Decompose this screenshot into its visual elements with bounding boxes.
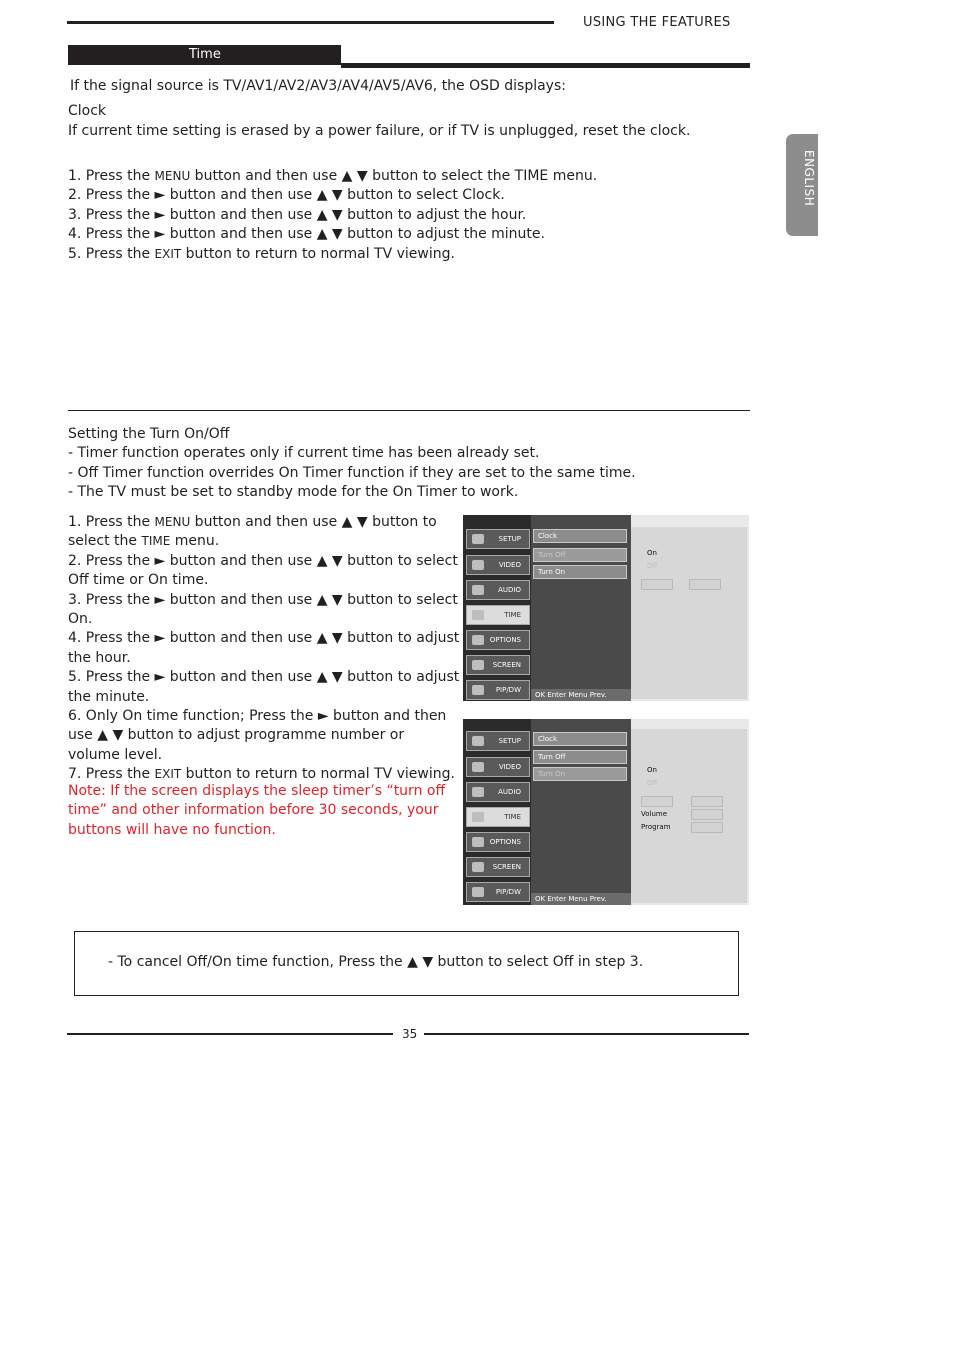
step-text: button to return to normal TV viewing.: [181, 245, 455, 262]
osd-program-label: Program: [641, 823, 671, 831]
osd-side-label: AUDIO: [498, 788, 521, 796]
osd-option-off: Off: [647, 779, 658, 787]
timer-step-line: [68, 629, 459, 648]
osd-menu-clock: Clock: [533, 529, 627, 543]
step-text: 2. Press the ► button and then use ▲ ▼ button to select: [68, 552, 458, 569]
osd-side-screen: [466, 857, 530, 877]
tip-text: - To cancel Off/On time function, Press the ▲ ▼ button to select Off in step 3.: [108, 954, 644, 970]
audio-icon: [472, 787, 484, 797]
osd-screenshot-turn-off: [463, 515, 749, 701]
intro-text: If the signal source is TV/AV1/AV2/AV3/AV4/AV5/AV6, the OSD displays:: [70, 78, 566, 94]
clock-icon: [472, 812, 484, 822]
osd-side-audio: [466, 782, 530, 802]
timer-step-line: [68, 610, 459, 629]
timer-warning-note: [68, 782, 445, 840]
osd-side-label: SCREEN: [492, 661, 521, 669]
timer-note-0: - Timer function operates only if current time has been already set.: [68, 445, 540, 461]
osd-side-label: VIDEO: [498, 561, 521, 569]
osd-side-pip: [466, 680, 530, 700]
step-text: 2. Press the ► button and then use ▲ ▼ button to select Clock.: [68, 187, 505, 204]
osd-hour-box: [641, 796, 673, 807]
options-icon: [472, 635, 484, 645]
step-text: 4. Press the ► button and then use ▲ ▼ button to adjust: [68, 630, 460, 647]
osd-side-video: [466, 555, 530, 575]
osd-side-video: [466, 757, 530, 777]
language-side-tab-label: ENGLISH: [802, 150, 816, 207]
osd-menu-footer: OK Enter Menu Prev.: [531, 689, 631, 701]
section-divider: [68, 410, 750, 411]
timer-step-line: [68, 726, 459, 745]
timer-note-2: - The TV must be set to standby mode for the On Timer to work.: [68, 484, 519, 500]
step-text: 7. Press the: [68, 766, 155, 783]
osd-menu-clock: Clock: [533, 732, 627, 746]
button-keyword: TIME: [141, 534, 171, 549]
step-text: volume level.: [68, 746, 163, 763]
step-text: select the: [68, 533, 142, 550]
screen-icon: [472, 660, 484, 670]
osd-screenshot-turn-on: [463, 719, 749, 905]
clock-steps: [68, 167, 597, 264]
video-icon: [472, 560, 484, 570]
osd-menu-turn-off: Turn Off: [533, 750, 627, 764]
timer-step-line: [68, 552, 459, 571]
osd-menu-turn-on: Turn On: [533, 565, 627, 579]
osd-side-label: SCREEN: [492, 863, 521, 871]
osd-minute-box: [691, 796, 723, 807]
step-text: button and then use ▲ ▼ button to select the TIME menu.: [190, 168, 598, 184]
header-rule: [67, 21, 554, 24]
clock-description: If current time setting is erased by a power failure, or if TV is unplugged, reset the clock.: [68, 123, 691, 139]
osd-side-label: PIP/DW: [495, 686, 521, 694]
osd-side-label: PIP/DW: [495, 888, 521, 896]
osd-side-screen: [466, 655, 530, 675]
section-title: USING THE FEATURES: [583, 15, 731, 30]
step-text: button to return to normal TV viewing.: [181, 766, 455, 783]
step-text: On.: [68, 611, 93, 628]
osd-option-on: On: [647, 549, 657, 557]
osd-sidebar: [463, 515, 531, 701]
clock-heading: Clock: [68, 103, 107, 119]
osd-side-label: SETUP: [498, 535, 521, 543]
osd-menu: [531, 515, 631, 701]
clock-step: [68, 225, 597, 244]
step-text: 1. Press the: [68, 514, 155, 530]
page-number: 35: [402, 1027, 418, 1041]
osd-option-on: On: [647, 766, 657, 774]
audio-icon: [472, 585, 484, 595]
timer-step-line: [68, 532, 459, 551]
step-text: 1. Press the: [68, 168, 155, 184]
timer-step-line: [68, 688, 459, 707]
video-icon: [472, 762, 484, 772]
clock-icon: [472, 610, 484, 620]
osd-menu-turn-off: Turn Off: [533, 548, 627, 562]
osd-side-label: VIDEO: [498, 763, 521, 771]
timer-step-line: [68, 649, 459, 668]
step-text: 3. Press the ► button and then use ▲ ▼ button to adjust the hour.: [68, 206, 527, 223]
options-icon: [472, 837, 484, 847]
clock-step: [68, 186, 597, 205]
osd-side-options: [466, 630, 530, 650]
osd-side-label: AUDIO: [498, 586, 521, 594]
step-text: menu.: [170, 533, 220, 550]
timer-heading: Setting the Turn On/Off: [68, 426, 230, 442]
button-keyword: MENU: [154, 515, 191, 529]
footer-rule-left: [67, 1033, 393, 1035]
osd-panel: [631, 729, 747, 903]
step-text: use ▲ ▼ button to adjust programme number or: [68, 727, 405, 744]
osd-side-time: [466, 807, 530, 827]
osd-menu-footer: OK Enter Menu Prev.: [531, 893, 631, 905]
step-text: 5. Press the ► button and then use ▲ ▼ button to adjust: [68, 669, 460, 686]
step-text: the hour.: [68, 649, 131, 666]
osd-side-label: TIME: [504, 611, 521, 619]
osd-option-off: Off: [647, 562, 658, 570]
warning-line: buttons will have no function.: [68, 821, 276, 838]
osd-side-label: OPTIONS: [489, 838, 521, 846]
step-text: button and then use ▲ ▼ button to: [190, 514, 437, 530]
time-tab-underline: [341, 63, 750, 68]
step-text: 6. Only On time function; Press the ► button and then: [68, 708, 447, 725]
osd-side-setup: [466, 731, 530, 751]
osd-menu: [531, 719, 631, 905]
warning-line: Note: If the screen displays the sleep timer’s “turn off: [68, 783, 446, 799]
step-text: Off time or On time.: [68, 572, 209, 589]
button-keyword: EXIT: [154, 246, 182, 261]
osd-side-label: SETUP: [498, 737, 521, 745]
timer-step-line: [68, 746, 459, 765]
step-text: 3. Press the ► button and then use ▲ ▼ button to select: [68, 591, 458, 608]
pip-icon: [472, 887, 484, 897]
timer-step-line: [68, 707, 459, 726]
screen-icon: [472, 862, 484, 872]
osd-program-box: [691, 822, 723, 833]
osd-side-label: TIME: [504, 813, 521, 821]
pip-icon: [472, 685, 484, 695]
clock-step: [68, 245, 597, 264]
button-keyword: EXIT: [154, 767, 182, 782]
osd-menu-turn-on: Turn On: [533, 767, 627, 781]
osd-minute-box: [689, 579, 721, 590]
step-text: the minute.: [68, 688, 150, 705]
osd-side-audio: [466, 580, 530, 600]
osd-side-pip: [466, 882, 530, 902]
osd-side-setup: [466, 529, 530, 549]
setup-icon: [472, 534, 484, 544]
osd-panel: [631, 527, 747, 699]
setup-icon: [472, 736, 484, 746]
osd-sidebar: [463, 719, 531, 905]
clock-step: [68, 167, 597, 186]
timer-steps: [68, 513, 459, 785]
step-text: 5. Press the: [68, 245, 155, 262]
footer-rule-right: [424, 1033, 749, 1035]
osd-volume-label: Volume: [641, 810, 668, 818]
time-tab-label: Time: [189, 47, 221, 62]
osd-volume-box: [691, 809, 723, 820]
timer-note-1: - Off Timer function overrides On Timer function if they are set to the same time.: [68, 465, 636, 481]
timer-step-line: [68, 591, 459, 610]
clock-step: [68, 206, 597, 225]
timer-step-line: [68, 668, 459, 687]
osd-side-time: [466, 605, 530, 625]
timer-step-line: [68, 571, 459, 590]
osd-side-label: OPTIONS: [489, 636, 521, 644]
warning-line: time” and other information before 30 seconds, your: [68, 802, 439, 819]
osd-hour-box: [641, 579, 673, 590]
step-text: 4. Press the ► button and then use ▲ ▼ button to adjust the minute.: [68, 226, 545, 243]
timer-step-line: [68, 513, 459, 532]
osd-side-options: [466, 832, 530, 852]
button-keyword: MENU: [154, 169, 191, 183]
